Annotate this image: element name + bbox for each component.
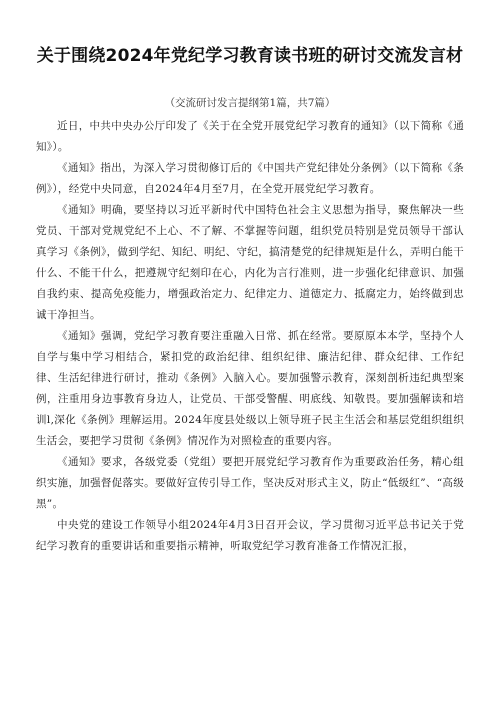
paragraph: 《通知》明确，要坚持以习近平新时代中国特色社会主义思想为指导，聚焦解决一些党员、干部对党规党纪不上心、不了解、不掌握等问题，组织党员特别是党员领导干部认真学习《条例》，做到学纪、知纪、明纪、守纪，搞清楚党的纪律规矩是什么，弄明白能干什么、不能干什么，把遵规守纪刻印在心，内化为言行准则，进一步强化纪律意识、加强自我约束、提高免疫能力，增强政治定力、纪律定力、道德定力、抵腐定力，始终做到忠诚干净担当。 [36, 204, 464, 321]
document-subtitle: （交流研讨发言提纲第1篇，共7篇） [164, 97, 336, 109]
paragraph: 《通知》指出，为深入学习贯彻修订后的《中国共产党纪律处分条例》（以下简称《条例》），经党中央同意，自2024年4月至7月，在全党开展党纪学习教育。 [36, 162, 464, 195]
document-body [36, 116, 464, 557]
paragraph: 中央党的建设工作领导小组2024年4月3日召开会议，学习贯彻习近平总书记关于党纪学习教育的重要讲话和重要指示精神，听取党纪学习教育准备工作情况汇报， [36, 519, 464, 552]
paragraph: 《通知》强调，党纪学习教育要注重融入日常、抓在经常。要原原本本学，坚持个人自学与集中学习相结合，紧扣党的政治纪律、组织纪律、廉洁纪律、群众纪律、工作纪律、生活纪律进行研讨，推动《条例》入脑入心。要加强警示教育，深刻剖析违纪典型案例，注重用身边事教育身边人，让党员、干部受警醒、明底线、知敬畏。要加强解读和培训l,深化《条例》理解运用。2024年度县处级以上领导班子民主生活会和基层党组织组织生活会，要把学习贯彻《条例》情况作为对照检查的重要内容。 [36, 330, 464, 447]
document-title: 关于围绕2024年党纪学习教育读书班的研讨交流发言材 [36, 46, 464, 66]
paragraph: 近日，中共中央办公厅印发了《关于在全党开展党纪学习教育的通知》（以下简称《通知》）。 [36, 120, 464, 153]
paragraph: 《通知》要求，各级党委（党组）要把开展党纪学习教育作为重要政治任务，精心组织实施，加强督促落实。要做好宣传引导工作，坚决反对形式主义，防止“低级红”、“高级黑”。 [36, 456, 464, 510]
